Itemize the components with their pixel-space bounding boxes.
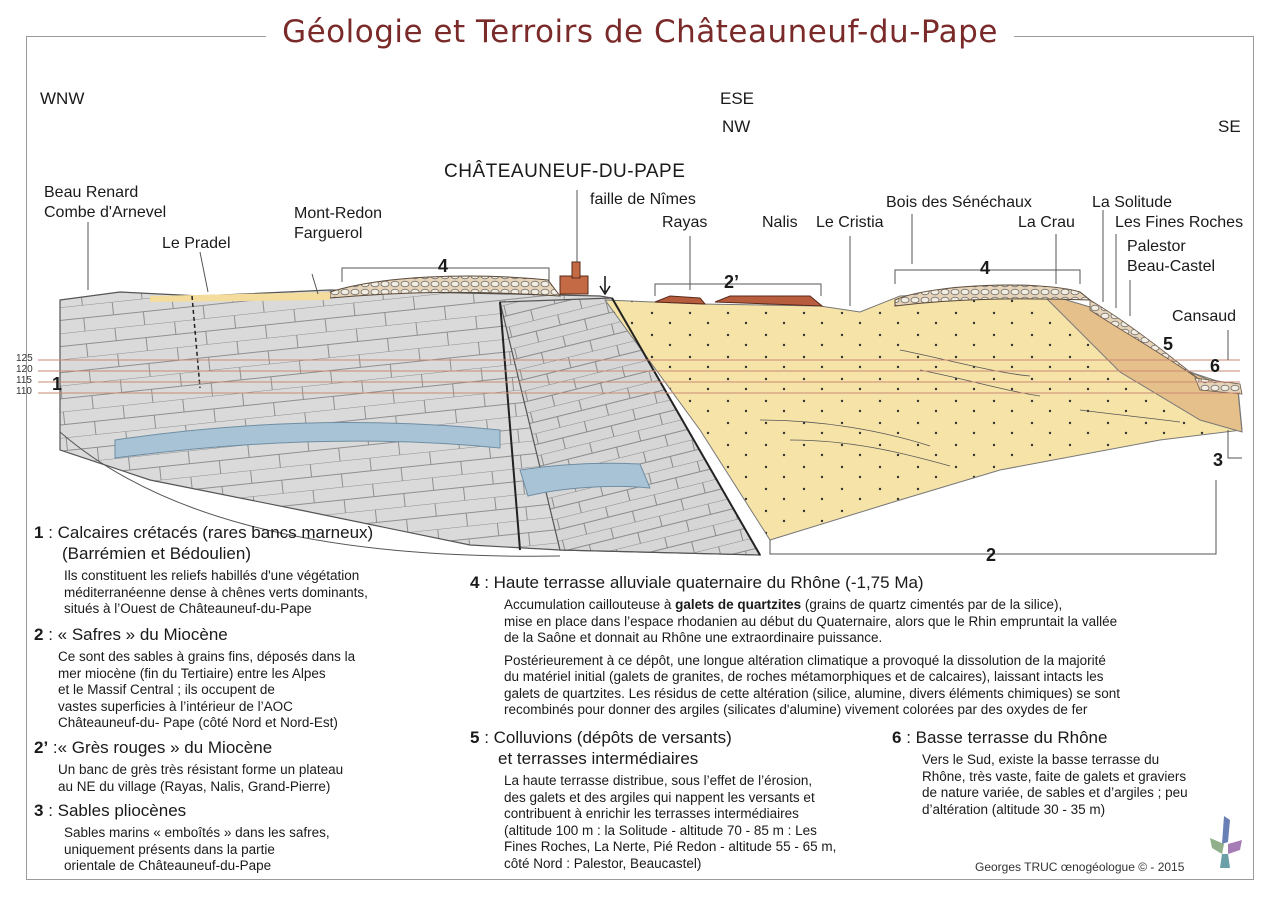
label-bois-senechaux: Bois des Sénéchaux [886, 194, 1032, 211]
label-palestor: Palestor [1127, 238, 1186, 255]
label-mont-redon: Mont-Redon [294, 205, 383, 222]
legend-unit-4: 4 : Haute terrasse alluviale quaternaire du Rhône (-1,75 Ma) Accumulation caillouteuse à galets de quartzites (grains de quartz cimentés par de la silice), mise en place dans l’espace rhodanien au début du Quaternaire, alors que le Rhin empruntait la vallée de la Saône et donnait au Rhône une extraordinaire puissance. Postérieurement à ce dépôt, une longue altération climatique a provoqué la dissolution de la majorité du matériel initial (galets de granites, de roches métamorphiques et de calcaires), laissant intacts les galets de quartzites. Les résidus de cette altération (silice, alumine, divers éléments chimiques) se sont recombinés pour donner des argiles (silicates d'alumine) vivement colorées par des oxydes de fer [470, 573, 1121, 717]
altitude-115: 115 [16, 375, 32, 386]
credit-text: Georges TRUC œnogéologue © - 2015 [975, 860, 1185, 874]
marker-5: 5 [1163, 334, 1174, 354]
marker-4-west: 4 [438, 256, 449, 276]
logo-icon [1206, 814, 1246, 870]
label-la-solitude: La Solitude [1092, 194, 1173, 211]
direction-wnw: WNW [40, 89, 85, 108]
label-fines-roches: Les Fines Roches [1115, 214, 1244, 231]
label-rayas: Rayas [662, 214, 708, 231]
altitude-120: 120 [16, 364, 33, 375]
label-le-cristia: Le Cristia [816, 214, 884, 231]
label-beau-castel: Beau-Castel [1127, 258, 1216, 275]
legend-unit-3: 3 : Sables pliocènes Sables marins « emboîtés » dans les safres, uniquement présents dans la partie orientale de Châteauneuf-du-Pape [34, 801, 330, 873]
direction-se: SE [1218, 117, 1241, 136]
marker-1: 1 [52, 374, 63, 394]
label-cansaud: Cansaud [1172, 308, 1237, 325]
legend-unit-1: 1 : Calcaires crétacés (rares bancs marneux) (Barrémien et Bédoulien) Ils constituent les reliefs habillés d'une végétation méditerranéenne dense à chênes verts dominants, situés à l’Ouest de Châteauneuf-du-Pape [34, 523, 374, 616]
label-nalis: Nalis [762, 214, 798, 231]
direction-nw: NW [722, 117, 751, 136]
label-beau-renard: Beau Renard [44, 184, 139, 201]
label-village: CHÂTEAUNEUF-DU-PAPE [444, 161, 686, 182]
marker-2: 2 [986, 545, 997, 565]
direction-ese: ESE [720, 89, 755, 108]
marker-6: 6 [1210, 356, 1221, 376]
altitude-110: 110 [16, 386, 32, 397]
marker-4-east: 4 [980, 258, 991, 278]
legend-unit-2-prime: 2’ :« Grès rouges » du Miocène Un banc de grès très résistant forme un plateau au NE du village (Rayas, Nalis, Grand-Pierre) [34, 738, 344, 794]
figure-title: Géologie et Terroirs de Châteauneuf-du-Pape [0, 14, 1280, 50]
gres-rouges-rayas [655, 296, 705, 304]
label-faille-nimes: faille de Nîmes [590, 191, 696, 208]
label-la-crau: La Crau [1018, 214, 1075, 231]
label-combe-arnevel: Combe d'Arnevel [44, 204, 167, 221]
village-icon [560, 262, 588, 294]
altitude-125: 125 [16, 353, 33, 364]
label-farguerol: Farguerol [294, 225, 363, 242]
legend-unit-6: 6 : Basse terrasse du Rhône Vers le Sud, existe la basse terrasse du Rhône, très vaste, faite de galets et graviers de nature variée, de sables et d’argiles ; peu d’altération (altitude 30 - 35 m) [892, 728, 1188, 817]
marker-2-prime: 2’ [724, 272, 740, 292]
legend-unit-5: 5 : Colluvions (dépôts de versants) et terrasses intermédiaires La haute terrasse distribue, sous l’effet de l’érosion, des galets et des argiles qui nappent les versants et contribuent à enrichir les terrasses intermédiaires (altitude 100 m : la Solitude - altitude 70 - 85 m : Les Fines Roches, La Nerte, Pié Redon - altitude 55 - 65 m, côté Nord : Palestor, Beaucastel) [470, 728, 837, 871]
fault-arrow-icon [600, 276, 610, 294]
legend-unit-2: 2 : « Safres » du Miocène Ce sont des sables à grains fins, déposés dans la mer miocène (fin du Tertiaire) entre les Alpes et le Massif Central ; ils occupent de vastes superficies à l’intérieur de l’AOC Châteauneuf-du- Pape (côté Nord et Nord-Est) [34, 625, 356, 730]
marker-3: 3 [1213, 450, 1224, 470]
label-le-pradel: Le Pradel [162, 235, 231, 252]
